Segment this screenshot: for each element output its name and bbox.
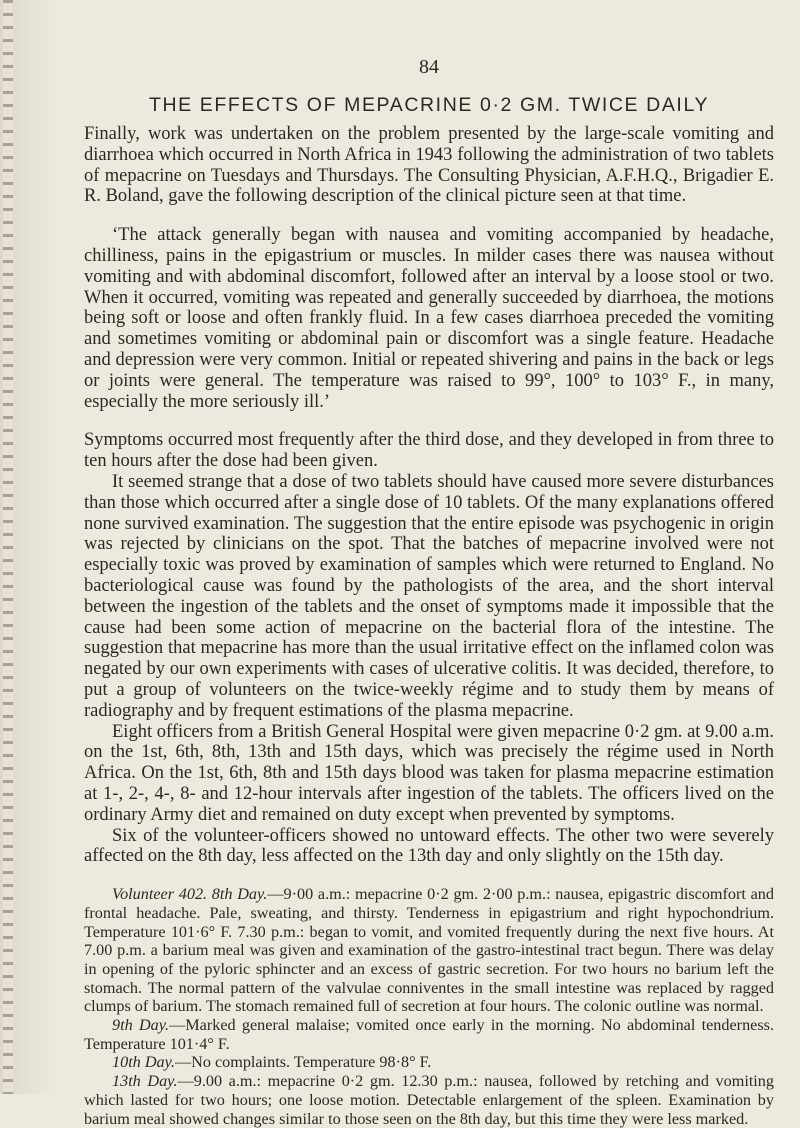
binding-perforations: [3, 0, 13, 1094]
page-binding-edge: [0, 0, 58, 1094]
paragraph-experiment-design: Eight officers from a British General Hospital were given mepacrine 0·2 gm. at 9.00 a.m. on the 1st, 6th, 8th, 13th and 15th days, which was precisely the régime used in North Africa. On the 1st, 6th, 8th and 15th days blood was taken for plasma mepacrine estimation at 1-, 2-, 4-, 8- and 12-hour intervals after ingestion of the tablets. The officers lived on the ordinary Army diet and remained on duty except when prevented by symptoms.: [84, 721, 774, 825]
paragraph-symptoms-timing: Symptoms occurred most frequently after the third dose, and they developed in from three to ten hours after the dose had been given.: [84, 430, 774, 472]
case-note-9th-day: [84, 1016, 774, 1053]
page-number: 84: [419, 56, 439, 78]
paragraph-quotation: ‘The attack generally began with nausea and vomiting accompanied by headache, chilliness, pains in the epigastrium or muscles. In milder cases there was nausea without vomiting and with abdominal discomfort, followed after an interval by a loose stool or two. When it occurred, vomiting was repeated and generally succeeded by diarrhoea, the motions being soft or loose and often frankly fluid. In a few cases diarrhoea preceded the vomiting and sometimes vomiting or abdominal pain or discomfort was a single feature. Headache and depression were very common. Initial or repeated shivering and pains in the back or legs or joints were general. The temperature was raised to 99°, 100° to 103° F., in many, especially the more seriously ill.’: [84, 225, 774, 412]
case-note-8th-day: [84, 885, 774, 1016]
case-note-text: —9·00 a.m.: mepacrine 0·2 gm. 2·00 p.m.: nausea, epigastric discomfort and frontal headache. Pale, sweating, and thirsty. Tenderness in epigastrium and right hypochondrium. Temperature 101·6° F. 7.30 p.m.: began to vomit, and vomited frequently during the next five hours. At 7.00 p.m. a barium meal was given and examination of the gastro-intestinal tract begun. There was delay in opening of the pyloric sphincter and an excess of gastric secretion. For two hours no barium left the stomach. The normal pattern of the valvulae conniventes in the small intestine was replaced by ragged clumps of barium. The stomach remained full of secretion at four hours. The colonic outline was normal.: [84, 885, 774, 1016]
case-note-10th-day: [84, 1053, 774, 1072]
case-note-13th-day: [84, 1072, 774, 1128]
case-note-lead: 10th Day.: [112, 1053, 175, 1072]
case-note-lead: 9th Day.: [112, 1016, 170, 1035]
case-note-lead: 13th Day.: [112, 1072, 178, 1091]
paragraph-explanations: It seemed strange that a dose of two tablets should have caused more severe disturbances than those which occurred after a single dose of 10 tablets. Of the many explanations offered none survived examination. The suggestion that the entire episode was psychogenic in origin was rejected by clinicians on the spot. That the batches of mepacrine involved were not especially toxic was proved by examination of samples which were returned to England. No bacteriological cause was found by the pathologists of the area, and the short interval between the ingestion of the tablets and the onset of symptoms made it impossible that the cause had been some action of mepacrine on the bacterial flora of the intestine. The suggestion that mepacrine has more than the usual irritative effect on the inflamed colon was negated by our own experiments with cases of ulcerative colitis. It was decided, therefore, to put a group of volunteers on the twice-weekly régime and to study them by means of radiography and by frequent estimations of the plasma mepacrine.: [84, 471, 774, 721]
book-page: [84, 0, 774, 1128]
running-head: THE EFFECTS OF MEPACRINE 0·2 GM. TWICE DAILY: [148, 94, 710, 116]
case-note-text: —9.00 a.m.: mepacrine 0·2 gm. 12.30 p.m.: nausea, followed by retching and vomiting which lasted for two hours; one loose motion. Detectable enlargement of the spleen. Examination by barium meal showed changes similar to those seen on the 8th day, but this time they were less marked.: [84, 1072, 774, 1128]
body-text: [84, 124, 774, 1128]
paragraph-results: Six of the volunteer-officers showed no untoward effects. The other two were severely affected on the 8th day, less affected on the 13th day and only slightly on the 15th day.: [84, 825, 774, 867]
case-note-lead: Volunteer 402. 8th Day.: [112, 885, 268, 904]
case-note-text: —No complaints. Temperature 98·8° F.: [174, 1053, 432, 1072]
case-note-text: —Marked general malaise; vomited once early in the morning. No abdominal tenderness. Temperature 101·4° F.: [84, 1016, 774, 1053]
paragraph-intro: Finally, work was undertaken on the problem presented by the large-scale vomiting and diarrhoea which occurred in North Africa in 1943 following the administration of two tablets of mepacrine on Tuesdays and Thursdays. The Consulting Physician, A.F.H.Q., Brigadier E. R. Boland, gave the following description of the clinical picture seen at that time.: [84, 124, 774, 207]
